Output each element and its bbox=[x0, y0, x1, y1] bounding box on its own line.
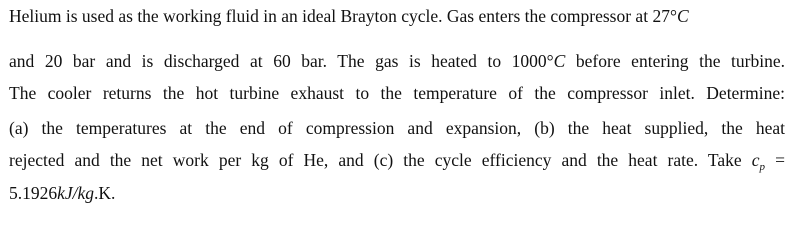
line-2-text-before: and 20 bar and is discharged at 60 bar. The gas is heated to 1000° bbox=[9, 51, 554, 71]
line-2-text-after: before entering the turbine. bbox=[565, 51, 785, 71]
line-5-text: rejected and the net work per kg of He, and (c) the cycle efficiency and the heat rate. Take bbox=[9, 150, 752, 170]
problem-line-6 bbox=[9, 183, 115, 203]
problem-line-2 bbox=[9, 51, 785, 71]
cp-value: 5.1926 bbox=[9, 183, 58, 203]
problem-line-3: The cooler returns the hot turbine exhaust to the temperature of the compressor inlet. Determine: bbox=[9, 83, 785, 103]
cp-subscript: p bbox=[759, 161, 766, 173]
cp-unit-tail: .K. bbox=[94, 183, 116, 203]
cp-symbol: c bbox=[751, 150, 760, 170]
problem-line-4: (a) the temperatures at the end of compression and expansion, (b) the heat supplied, the heat bbox=[9, 118, 785, 138]
cp-unit: kJ/kg bbox=[57, 183, 95, 203]
line-1-text: Helium is used as the working fluid in an ideal Brayton cycle. Gas enters the compressor at 27° bbox=[9, 6, 677, 26]
problem-line-5 bbox=[9, 150, 785, 177]
celsius-unit-1: C bbox=[676, 6, 689, 26]
problem-line-1 bbox=[9, 6, 689, 26]
equals-sign: = bbox=[765, 150, 785, 170]
celsius-unit-2: C bbox=[553, 51, 566, 71]
